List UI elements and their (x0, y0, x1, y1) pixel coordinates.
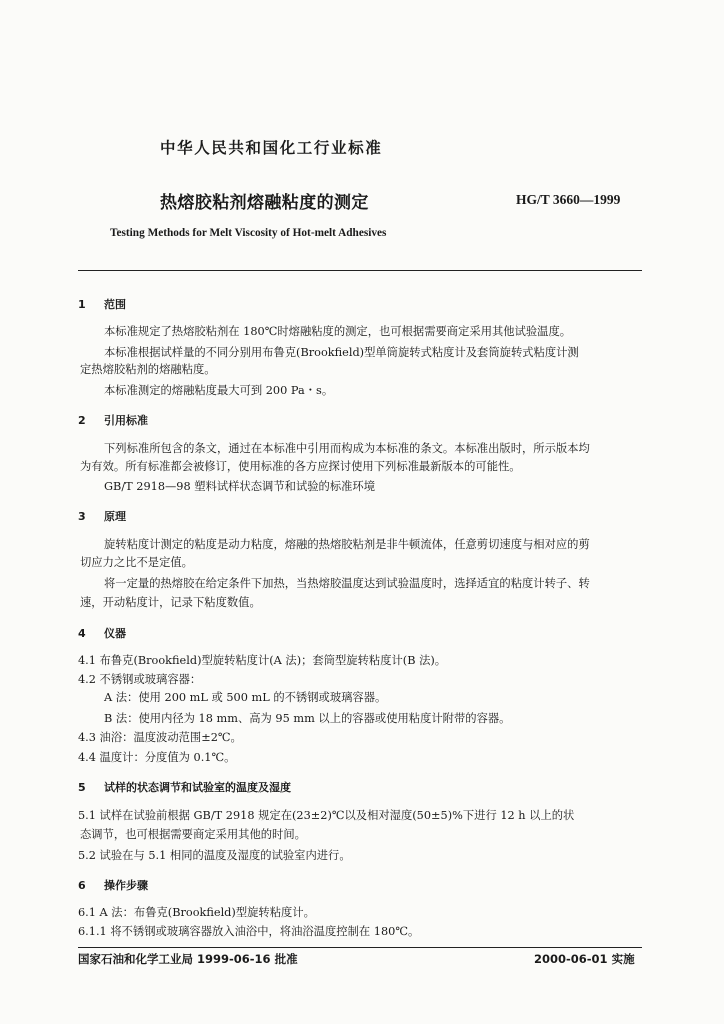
section-title: 范围 (104, 298, 126, 311)
section-heading-apparatus (78, 625, 126, 641)
section-heading-scope (78, 296, 126, 312)
standard-number: HG/T 3660—1999 (516, 192, 621, 207)
paragraph-line: GB/T 2918—98 塑料试样状态调节和试验的标准环境 (104, 480, 376, 493)
clause-line: 6.1.1 将不锈钢或玻璃容器放入油浴中，将油浴温度控制在 180℃。 (78, 925, 420, 938)
section-number: 4 (78, 627, 86, 640)
clause-line: A 法：使用 200 mL 或 500 mL 的不锈钢或玻璃容器。 (104, 691, 387, 704)
paragraph-line: 将一定量的热熔胶在给定条件下加热，当热熔胶温度达到试验温度时，选择适宜的粘度计转子、转 (104, 577, 590, 590)
section-number: 5 (78, 781, 86, 794)
clause-line: 4.2 不锈钢或玻璃容器： (78, 673, 202, 686)
section-heading-normative-references (78, 412, 148, 428)
section-heading-principle (78, 508, 126, 524)
clause-line: 4.3 油浴：温度波动范围±2℃。 (78, 731, 242, 744)
section-title: 仪器 (104, 627, 126, 640)
section-heading-procedure (78, 877, 148, 893)
clause-line: 5.1 试样在试验前根据 GB/T 2918 规定在(23±2)℃以及相对湿度(50±5)%下进行 12 h 以上的状 (78, 809, 575, 822)
header-divider (78, 270, 642, 271)
paragraph-line: 速，开动粘度计，记录下粘度数值。 (80, 596, 261, 609)
clause-line: 6.1 A 法：布鲁克(Brookfield)型旋转粘度计。 (78, 906, 315, 919)
document-title: 热熔胶粘剂熔融粘度的测定 (160, 193, 369, 213)
paragraph-line: 本标准根据试样量的不同分别用布鲁克(Brookfield)型单筒旋转式粘度计及套筒旋转式粘度计测 (104, 346, 579, 359)
clause-line: 态调节，也可根据需要商定采用其他的时间。 (80, 828, 306, 841)
section-number: 1 (78, 298, 86, 311)
paragraph-line: 本标准测定的熔融粘度最大可到 200 Pa・s。 (104, 384, 334, 397)
paragraph-line: 下列标准所包含的条文，通过在本标准中引用而构成为本标准的条文。本标准出版时，所示版本均 (104, 442, 590, 455)
clause-line: 4.1 布鲁克(Brookfield)型旋转粘度计(A 法)；套筒型旋转粘度计(B 法)。 (78, 654, 447, 667)
paragraph-line: 旋转粘度计测定的粘度是动力粘度，熔融的热熔胶粘剂是非牛顿流体，任意剪切速度与相对应的剪 (104, 538, 590, 551)
clause-line: 5.2 试验在与 5.1 相同的温度及湿度的试验室内进行。 (78, 849, 351, 862)
clause-line: 4.4 温度计：分度值为 0.1℃。 (78, 751, 236, 764)
issuer-approval: 国家石油和化学工业局 1999-06-16 批准 (78, 952, 298, 966)
paragraph-line: 切应力之比不是定值。 (80, 556, 193, 569)
paragraph-line: 定热熔胶粘剂的熔融粘度。 (80, 363, 216, 376)
section-title: 原理 (104, 510, 126, 523)
paragraph-line: 本标准规定了热熔胶粘剂在 180℃时熔融粘度的测定，也可根据需要商定采用其他试验温度。 (104, 325, 572, 338)
section-number: 2 (78, 414, 86, 427)
section-number: 3 (78, 510, 86, 523)
standard-header: 中华人民共和国化工行业标准 (160, 139, 383, 157)
section-heading-conditioning (78, 779, 291, 795)
section-title: 试样的状态调节和试验室的温度及湿度 (104, 781, 291, 794)
section-number: 6 (78, 879, 86, 892)
english-title: Testing Methods for Melt Viscosity of Hot-melt Adhesives (110, 227, 387, 239)
implementation-date: 2000-06-01 实施 (534, 952, 635, 966)
section-title: 引用标准 (104, 414, 148, 427)
footer-divider (78, 947, 642, 948)
clause-line: B 法：使用内径为 18 mm、高为 95 mm 以上的容器或使用粘度计附带的容器。 (104, 712, 511, 725)
section-title: 操作步骤 (104, 879, 148, 892)
paragraph-line: 为有效。所有标准都会被修订，使用标准的各方应探讨使用下列标准最新版本的可能性。 (80, 460, 521, 473)
